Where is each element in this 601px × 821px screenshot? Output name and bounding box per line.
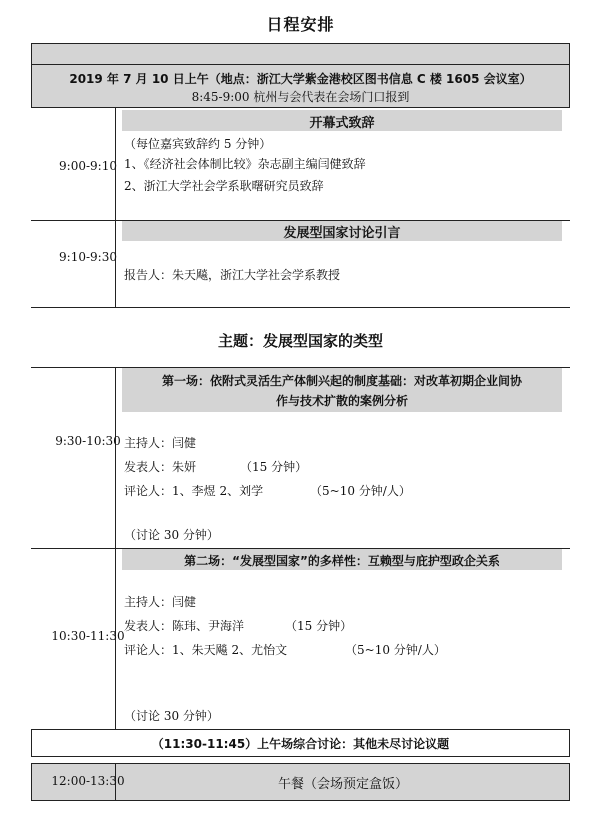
checkin-text: 8:45-9:00 杭州与会代表在会场门口报到 [191,90,410,104]
summary-text: （11:30-11:45）上午场综合讨论：其他未尽讨论议题 [151,737,450,751]
session2-discussion: （讨论 30 分钟） [124,709,219,723]
table-header-bar [31,43,570,65]
session1-time: 9:30-10:30 [55,434,121,448]
session2-time: 10:30-11:30 [51,629,125,643]
session2-commentator-time: （5~10 分钟/人） [345,643,446,657]
opening-note: （每位嘉宾致辞约 5 分钟） [124,137,272,151]
intro-speaker: 报告人：朱天飚，浙江大学社会学系教授 [124,268,341,282]
opening-item-2: 2、浙江大学社会学系耿曙研究员致辞 [124,179,324,193]
session2-presenter: 发表人：陈玮、尹海洋 [124,619,245,633]
session1-commentator: 评论人：1、李煜 2、刘学 [124,484,264,498]
session1-commentator-time: （5~10 分钟/人） [310,484,411,498]
intro-heading: 发展型国家讨论引言 [283,226,401,241]
day-header-text: 2019 年 7 月 10 日上午（地点：浙江大学紫金港校区图书信息 C 楼 1605 会议室） [69,72,532,86]
session2-host: 主持人：闫健 [124,595,197,609]
row-divider [31,307,570,308]
column-divider [115,367,116,729]
session2-presenter-time: （15 分钟） [285,619,353,633]
opening-heading: 开幕式致辞 [309,116,375,131]
session1-host: 主持人：闫健 [124,436,197,450]
session1-heading-line2: 作与技术扩散的案例分析 [275,394,408,408]
theme-title: 主题：发展型国家的类型 [217,332,383,350]
session1-presenter-time: （15 分钟） [240,460,308,474]
column-divider [115,108,116,307]
lunch-time: 12:00-13:30 [51,774,125,788]
session1-heading-line1: 第一场：依附式灵活生产体制兴起的制度基础：对改革初期企业间协 [161,374,522,388]
session2-commentator: 评论人：1、朱天飚 2、尤怡文 [124,643,288,657]
opening-time: 9:00-9:10 [59,159,117,173]
page-title: 日程安排 [266,15,335,34]
session2-heading: 第二场：“发展型国家”的多样性：互赖型与庇护型政企关系 [184,554,500,568]
opening-item-1: 1、《经济社会体制比较》杂志副主编闫健致辞 [124,157,366,171]
session1-presenter: 发表人：朱妍 [124,460,197,474]
intro-time: 9:10-9:30 [59,250,117,264]
lunch-label: 午餐（会场预定盒饭） [277,777,408,792]
session1-discussion: （讨论 30 分钟） [124,528,219,542]
